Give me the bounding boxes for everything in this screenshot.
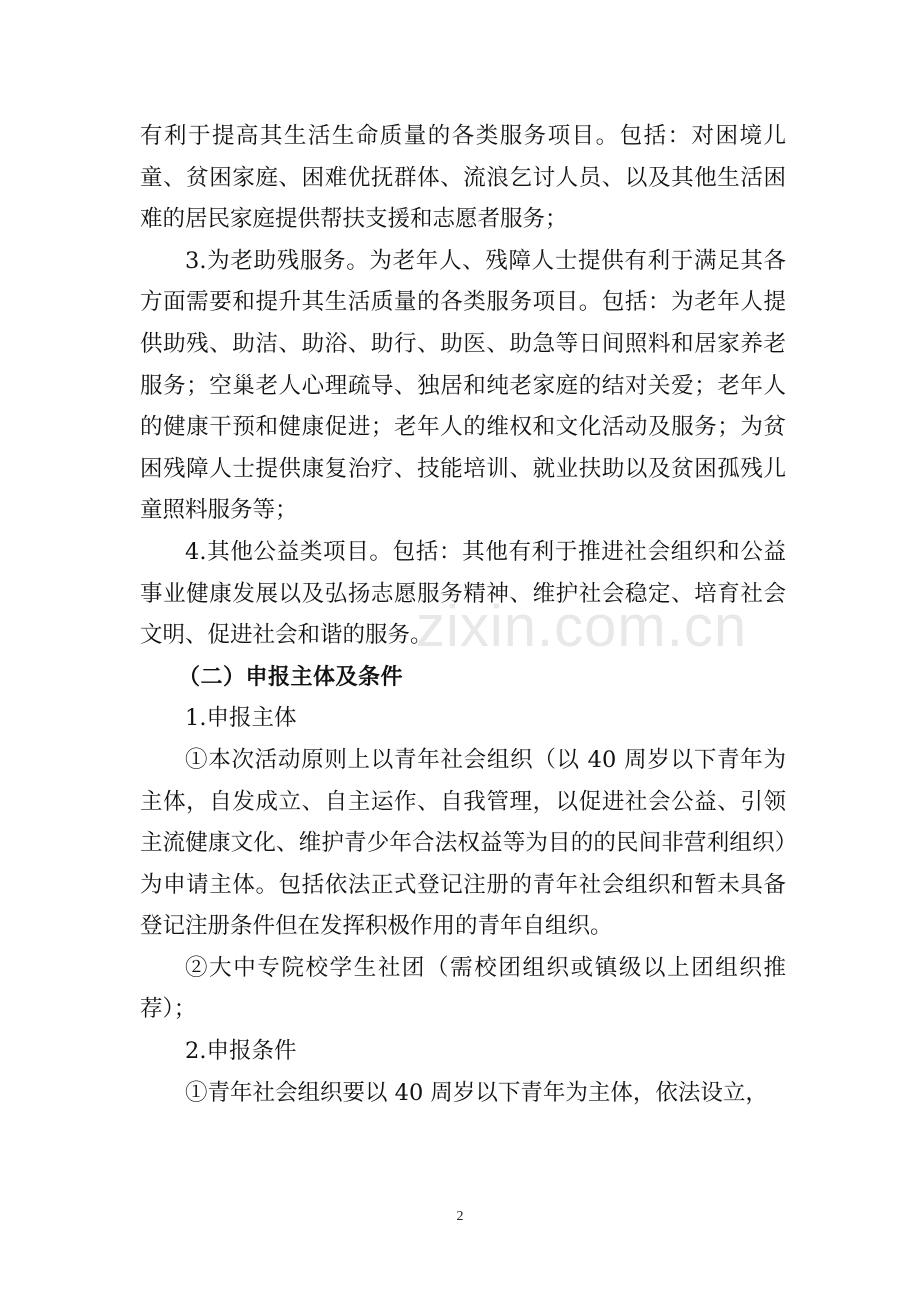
paragraph-condition-1: ①青年社会组织要以 40 周岁以下青年为主体，依法设立，: [185, 1079, 768, 1106]
section-heading: （二）申报主体及条件: [178, 664, 404, 690]
paragraph-applicant-youth-orgs: ①本次活动原则上以青年社会组织（以 40 周岁以下青年为主体，自发成立、自主运作、自我管理，以促进社会公益、引领主流健康文化、维护青少年合法权益等为目的的民间非营利组织）为申请主体。包括依法正式登记注册的青年社会组织和暂未具备登记注册条件但在发挥积极作用的青年自组织。: [140, 746, 786, 940]
subheading-applicant: 1.申报主体: [185, 705, 297, 732]
paragraph-other-public-welfare: 4.其他公益类项目。包括：其他有利于推进社会组织和公益事业健康发展以及弘扬志愿服务精神、维护社会稳定、培育社会文明、促进社会和谐的服务。: [140, 538, 786, 649]
paragraph-elderly-disabled-services: 3.为老助残服务。为老年人、残障人士提供有利于满足其各方面需要和提升其生活质量的各类服务项目。包括：为老年人提供助残、助洁、助浴、助行、助医、助急等日间照料和居家养老服务；空巢老人心理疏导、独居和纯老家庭的结对关爱；老年人的健康干预和健康促进；老年人的维权和文化活动及服务；为贫困残障人士提供康复治疗、技能培训、就业扶助以及贫困孤残儿童照料服务等；: [140, 247, 786, 524]
paragraph-continuation: 有利于提高其生活生命质量的各类服务项目。包括：对困境儿童、贫困家庭、困难优抚群体、流浪乞讨人员、以及其他生活困难的居民家庭提供帮扶支援和志愿者服务；: [140, 123, 786, 233]
watermark: zixin.com.cn: [416, 594, 748, 659]
document-body: [140, 116, 786, 1114]
subheading-conditions: 2.申报条件: [185, 1038, 297, 1065]
page-number: 2: [456, 1209, 464, 1224]
paragraph-applicant-student-clubs: ②大中专院校学生社团（需校团组织或镇级以上团组织推荐）；: [140, 954, 786, 1023]
